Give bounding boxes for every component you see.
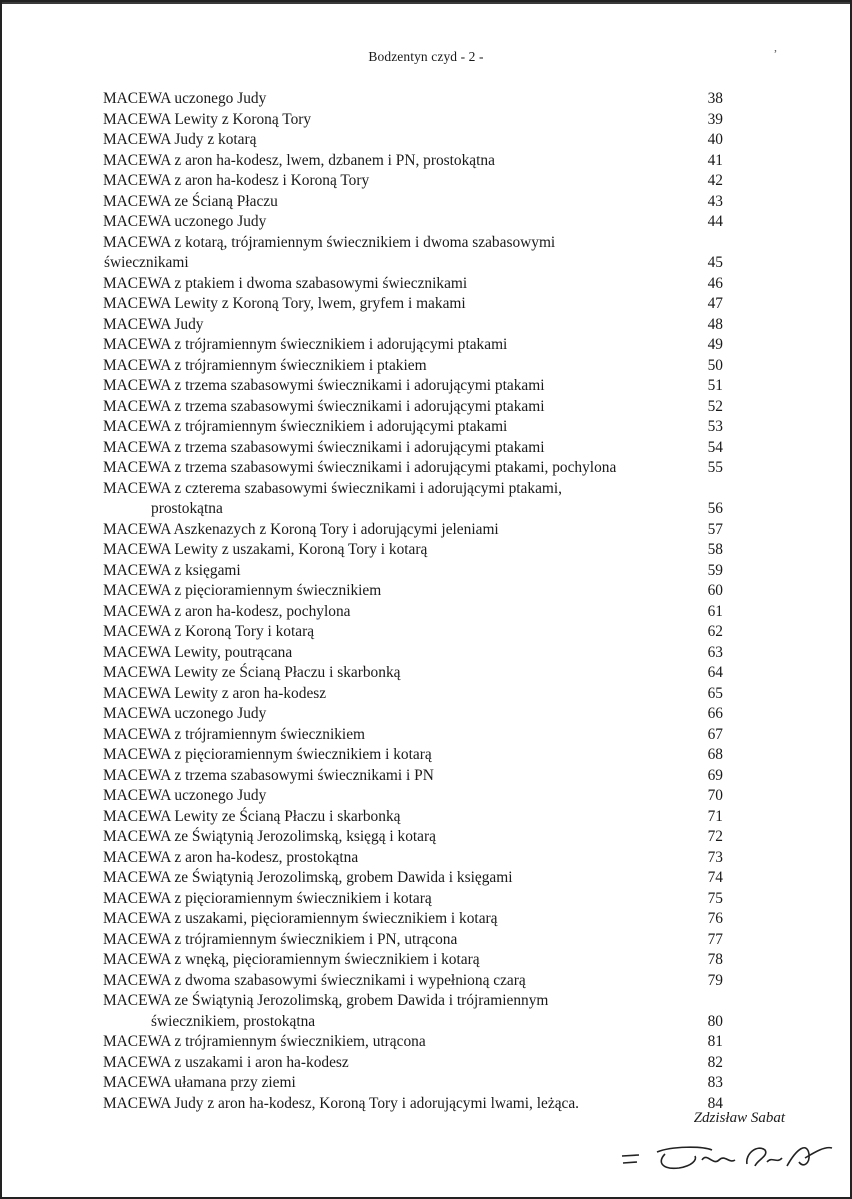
entry-title: MACEWA z trzema szabasowymi świecznikami i adorującymi ptakami, pochylona	[103, 459, 617, 476]
entry-title: MACEWA Lewity, poutrącana	[103, 643, 293, 661]
entry-title: MACEWA ze Świątynią Jerozolimską, księgą i kotarą	[103, 828, 436, 845]
entry-item	[103, 89, 723, 110]
entry-number: 45	[707, 254, 723, 271]
entry-number: 80	[707, 1012, 723, 1030]
entry-title: MACEWA Lewity z uszakami, Koroną Tory i kotarą	[103, 541, 428, 558]
entry-item	[103, 663, 723, 684]
entry-number: 38	[707, 90, 723, 107]
entry-number: 78	[707, 951, 723, 968]
entry-title-continuation: prostokątna	[151, 500, 223, 517]
entry-title: MACEWA ułamana przy ziemi	[103, 1074, 296, 1091]
entry-item	[103, 417, 723, 438]
entry-number: 41	[707, 151, 723, 169]
entry-item	[103, 1073, 723, 1094]
entry-item	[103, 540, 723, 561]
entry-title: MACEWA z aron ha-kodesz i Koroną Tory	[103, 172, 370, 189]
entry-item	[103, 356, 723, 377]
entry-item	[103, 889, 723, 910]
entry-number: 63	[707, 643, 723, 661]
entry-item	[103, 561, 723, 582]
entry-title: MACEWA z wnęką, pięcioramiennym świecznikiem i kotarą	[103, 951, 480, 968]
entry-number: 74	[707, 869, 723, 886]
entry-title: MACEWA Judy z kotarą	[103, 131, 257, 148]
entry-number: 43	[707, 192, 723, 210]
entry-title: MACEWA Aszkenazych z Koroną Tory i adorującymi jeleniami	[103, 520, 499, 538]
entry-title: MACEWA Lewity z Koroną Tory	[103, 110, 312, 128]
entry-number: 71	[707, 807, 723, 825]
entry-title: MACEWA z trzema szabasowymi świecznikami i PN	[103, 766, 434, 784]
entry-title: MACEWA z trójramiennym świecznikiem i PN, utrącona	[103, 930, 458, 948]
entry-number: 53	[707, 418, 723, 435]
entry-item	[103, 171, 723, 192]
entry-title: MACEWA uczonego Judy	[103, 90, 267, 107]
entry-title: MACEWA ze Ścianą Płaczu	[103, 192, 278, 210]
entry-number: 39	[707, 110, 723, 128]
entry-item	[103, 520, 723, 541]
entry-number: 46	[707, 274, 723, 292]
entry-title: MACEWA z kotarą, trójramiennym świecznikiem i dwoma szabasowymi	[103, 233, 556, 251]
entry-number: 83	[707, 1074, 723, 1091]
entry-item	[103, 971, 723, 992]
entry-number: 75	[707, 889, 723, 907]
entry-item	[103, 930, 723, 951]
entry-item	[103, 827, 723, 848]
entry-item	[103, 110, 723, 131]
entry-title: MACEWA z aron ha-kodesz, pochylona	[103, 602, 351, 620]
entry-title: MACEWA Lewity z aron ha-kodesz	[103, 684, 327, 702]
handwritten-signature	[617, 1138, 837, 1183]
entry-number: 54	[707, 438, 723, 456]
entry-number: 60	[707, 582, 723, 599]
entry-number: 61	[707, 602, 723, 620]
author-name: Zdzisław Sabat	[693, 1110, 785, 1126]
scan-speck: ,	[774, 40, 777, 54]
entry-item	[103, 151, 723, 172]
entry-item	[103, 233, 723, 274]
entry-title: MACEWA Lewity ze Ścianą Płaczu i skarbonką	[103, 664, 401, 681]
entry-number: 77	[707, 930, 723, 948]
entry-item	[103, 807, 723, 828]
entry-number: 69	[707, 766, 723, 784]
entry-number: 73	[707, 848, 723, 866]
entry-number: 48	[707, 315, 723, 333]
entry-item	[103, 868, 723, 889]
entry-item	[103, 1053, 723, 1074]
entry-title: MACEWA Lewity ze Ścianą Płaczu i skarbonką	[103, 807, 401, 825]
entry-title: MACEWA z trójramiennym świecznikiem	[103, 725, 366, 743]
entry-title: MACEWA z pięcioramiennym świecznikiem i kotarą	[103, 746, 432, 763]
entry-item	[103, 581, 723, 602]
entry-number: 55	[707, 459, 723, 476]
entry-title: MACEWA z trzema szabasowymi świecznikami i adorującymi ptakami	[103, 377, 545, 394]
entry-number: 58	[707, 541, 723, 558]
entry-number: 44	[707, 213, 723, 230]
entry-title: MACEWA z trzema szabasowymi świecznikami i adorującymi ptakami	[103, 438, 545, 456]
entry-item	[103, 909, 723, 930]
entry-title: MACEWA Lewity z Koroną Tory, lwem, gryfem i makami	[103, 295, 466, 312]
entry-item	[103, 294, 723, 315]
entry-title: MACEWA Judy	[103, 315, 204, 333]
entry-list	[103, 89, 723, 1114]
entry-number: 66	[707, 705, 723, 722]
entry-item	[103, 458, 723, 479]
entry-title: MACEWA z Koroną Tory i kotarą	[103, 623, 315, 640]
entry-title: MACEWA ze Świątynią Jerozolimską, grobem Dawida i księgami	[103, 869, 513, 886]
entry-item	[103, 766, 723, 787]
entry-item	[103, 991, 723, 1032]
entry-item	[103, 274, 723, 295]
entry-number: 56	[707, 500, 723, 517]
entry-number: 84	[707, 1094, 723, 1112]
entry-item	[103, 848, 723, 869]
entry-title: MACEWA z uszakami i aron ha-kodesz	[103, 1053, 349, 1071]
entry-number: 57	[707, 520, 723, 538]
entry-number: 67	[707, 725, 723, 743]
entry-title: MACEWA z trzema szabasowymi świecznikami i adorującymi ptakami	[103, 397, 545, 415]
entry-number: 49	[707, 336, 723, 353]
entry-number: 70	[707, 787, 723, 804]
entry-item	[103, 479, 723, 520]
entry-item	[103, 643, 723, 664]
entry-title: MACEWA z trójramiennym świecznikiem i adorującymi ptakami	[103, 336, 508, 353]
entry-item	[103, 438, 723, 459]
entry-number: 68	[707, 746, 723, 763]
entry-number: 47	[707, 295, 723, 312]
entry-title: MACEWA z pięcioramiennym świecznikiem	[103, 582, 382, 599]
entry-number: 42	[707, 172, 723, 189]
entry-title: MACEWA Judy z aron ha-kodesz, Koroną Tory i adorującymi lwami, leżąca.	[103, 1094, 580, 1112]
entry-title: MACEWA z pięcioramiennym świecznikiem i kotarą	[103, 889, 432, 907]
entry-item	[103, 397, 723, 418]
entry-item	[103, 704, 723, 725]
entry-title: MACEWA z trójramiennym świecznikiem i adorującymi ptakami	[103, 418, 508, 435]
entry-item	[103, 192, 723, 213]
entry-title: MACEWA uczonego Judy	[103, 787, 267, 804]
entry-title: MACEWA z trójramiennym świecznikiem i ptakiem	[103, 356, 427, 374]
entry-number: 79	[707, 971, 723, 989]
entry-item	[103, 376, 723, 397]
scan-edge	[0, 0, 852, 4]
entry-item	[103, 130, 723, 151]
entry-title: MACEWA uczonego Judy	[103, 213, 267, 230]
entry-item	[103, 602, 723, 623]
entry-title: MACEWA z aron ha-kodesz, lwem, dzbanem i PN, prostokątna	[103, 151, 495, 169]
page-header: Bodzentyn czyd - 2 -	[368, 49, 484, 64]
entry-number: 59	[707, 561, 723, 579]
entry-item	[103, 745, 723, 766]
entry-title: MACEWA z uszakami, pięcioramiennym świecznikiem i kotarą	[103, 910, 498, 927]
entry-item	[103, 786, 723, 807]
entry-number: 76	[707, 910, 723, 927]
entry-item	[103, 684, 723, 705]
entry-title: MACEWA z czterema szabasowymi świecznikami i adorującymi ptakami,	[103, 479, 563, 497]
entry-number: 81	[707, 1033, 723, 1050]
entry-number: 40	[707, 131, 723, 148]
entry-number: 62	[707, 623, 723, 640]
entry-number: 64	[707, 664, 723, 681]
entry-title: MACEWA z trójramiennym świecznikiem, utrącona	[103, 1033, 426, 1050]
entry-item	[103, 725, 723, 746]
entry-title: MACEWA z księgami	[103, 561, 241, 579]
entry-title: MACEWA z dwoma szabasowymi świecznikami i wypełnioną czarą	[103, 971, 526, 989]
entry-item	[103, 950, 723, 971]
entry-title: MACEWA z aron ha-kodesz, prostokątna	[103, 848, 359, 866]
entry-title: MACEWA uczonego Judy	[103, 705, 267, 722]
entry-number: 52	[707, 397, 723, 415]
entry-number: 50	[707, 356, 723, 374]
entry-item	[103, 622, 723, 643]
entry-number: 65	[707, 684, 723, 702]
entry-number: 72	[707, 828, 723, 845]
entry-title: MACEWA z ptakiem i dwoma szabasowymi świecznikami	[103, 274, 468, 292]
entry-number: 82	[707, 1053, 723, 1071]
entry-title-continuation: świecznikiem, prostokątna	[151, 1012, 316, 1030]
entry-item	[103, 212, 723, 233]
entry-title: MACEWA ze Świątynią Jerozolimską, grobem Dawida i trójramiennym	[103, 992, 549, 1009]
entry-item	[103, 1032, 723, 1053]
entry-number: 51	[707, 377, 723, 394]
entry-item	[103, 335, 723, 356]
entry-title-continuation: świecznikami	[104, 254, 189, 271]
entry-item	[103, 315, 723, 336]
